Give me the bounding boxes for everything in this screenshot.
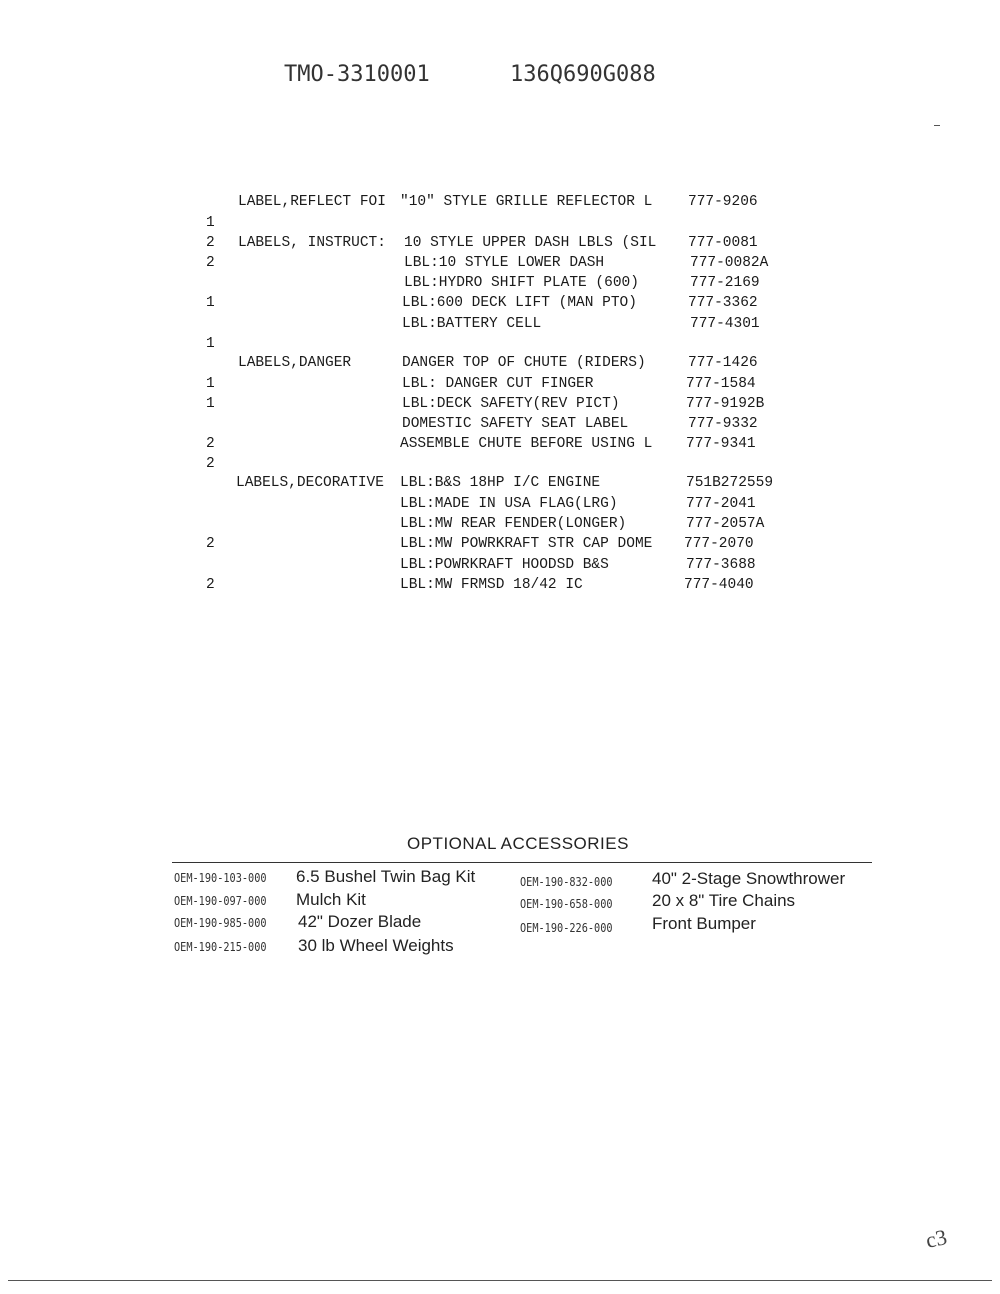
accessory-description: 42" Dozer Blade	[298, 912, 422, 931]
accessory-description: 20 x 8" Tire Chains	[652, 891, 796, 910]
label-description: LBL:MADE IN USA FLAG(LRG)	[400, 496, 618, 512]
accessory-code: OEM-190-103-000	[174, 870, 267, 885]
quantity: 1	[206, 396, 215, 412]
label-group: LABEL,REFLECT FOI	[238, 194, 386, 210]
label-part-number: 777-2057A	[686, 516, 765, 532]
label-description: LBL: DANGER CUT FINGER	[402, 376, 594, 392]
label-part-number: 777-4040	[684, 577, 754, 593]
label-description: LBL:MW REAR FENDER(LONGER)	[400, 516, 627, 532]
accessory-description: Mulch Kit	[296, 890, 366, 909]
quantity: 2	[206, 235, 215, 251]
label-group: LABELS, INSTRUCT:	[238, 235, 386, 251]
label-description: LBL:600 DECK LIFT (MAN PTO)	[402, 295, 637, 311]
label-description: "10" STYLE GRILLE REFLECTOR L	[400, 194, 653, 210]
label-group: LABELS,DANGER	[238, 355, 352, 371]
quantity: 1	[206, 215, 215, 231]
label-description: 10 STYLE UPPER DASH LBLS (SIL	[404, 235, 657, 251]
handwritten-page-mark: c3	[923, 1224, 950, 1253]
label-description: LBL:B&S 18HP I/C ENGINE	[400, 475, 601, 491]
serial-number: 136Q690G088	[510, 62, 656, 87]
quantity: 1	[206, 336, 215, 352]
accessory-code: OEM-190-215-000	[174, 939, 267, 954]
label-part-number: 777-3362	[688, 295, 758, 311]
accessory-description: 6.5 Bushel Twin Bag Kit	[296, 867, 476, 886]
label-part-number: 777-0082A	[690, 255, 769, 271]
label-part-number: 777-2041	[686, 496, 756, 512]
accessory-description: 30 lb Wheel Weights	[298, 936, 454, 955]
label-description: DOMESTIC SAFETY SEAT LABEL	[402, 416, 629, 432]
label-part-number: 777-0081	[688, 235, 758, 251]
label-part-number: 777-9341	[686, 436, 756, 452]
label-part-number: 777-2070	[684, 536, 754, 552]
quantity: 2	[206, 536, 215, 552]
label-part-number: 777-1584	[686, 376, 756, 392]
scan-speck	[934, 125, 940, 126]
label-group: LABELS,DECORATIVE	[236, 475, 384, 491]
quantity: 2	[206, 577, 215, 593]
accessory-description: Front Bumper	[652, 914, 756, 933]
label-description: LBL:DECK SAFETY(REV PICT)	[402, 396, 620, 412]
label-description: LBL:10 STYLE LOWER DASH	[404, 255, 605, 271]
optional-accessories-title: OPTIONAL ACCESSORIES	[407, 834, 629, 853]
label-part-number: 777-9206	[688, 194, 758, 210]
label-description: LBL:HYDRO SHIFT PLATE (600)	[404, 275, 639, 291]
accessory-code: OEM-190-832-000	[520, 874, 613, 889]
quantity: 1	[206, 295, 215, 311]
document-id: TMO-3310001	[284, 62, 430, 87]
quantity: 2	[206, 255, 215, 271]
quantity: 1	[206, 376, 215, 392]
accessory-code: OEM-190-985-000	[174, 915, 267, 930]
accessory-description: 40" 2-Stage Snowthrower	[652, 869, 846, 888]
quantity: 2	[206, 436, 215, 452]
label-part-number: 777-9332	[688, 416, 758, 432]
accessory-code: OEM-190-097-000	[174, 893, 267, 908]
label-description: LBL:BATTERY CELL	[402, 316, 542, 332]
label-description: LBL:MW POWRKRAFT STR CAP DOME	[400, 536, 653, 552]
label-description: ASSEMBLE CHUTE BEFORE USING L	[400, 436, 653, 452]
label-description: LBL:POWRKRAFT HOODSD B&S	[400, 557, 609, 573]
label-description: LBL:MW FRMSD 18/42 IC	[400, 577, 583, 593]
accessory-code: OEM-190-658-000	[520, 896, 613, 911]
label-part-number: 777-2169	[690, 275, 760, 291]
label-part-number: 777-1426	[688, 355, 758, 371]
section-divider	[172, 862, 872, 863]
label-part-number: 751B272559	[686, 475, 774, 491]
label-part-number: 777-4301	[690, 316, 760, 332]
quantity: 2	[206, 456, 215, 472]
label-part-number: 777-3688	[686, 557, 756, 573]
label-part-number: 777-9192B	[686, 396, 765, 412]
footer-rule	[8, 1280, 992, 1281]
label-description: DANGER TOP OF CHUTE (RIDERS)	[402, 355, 646, 371]
accessory-code: OEM-190-226-000	[520, 920, 613, 935]
